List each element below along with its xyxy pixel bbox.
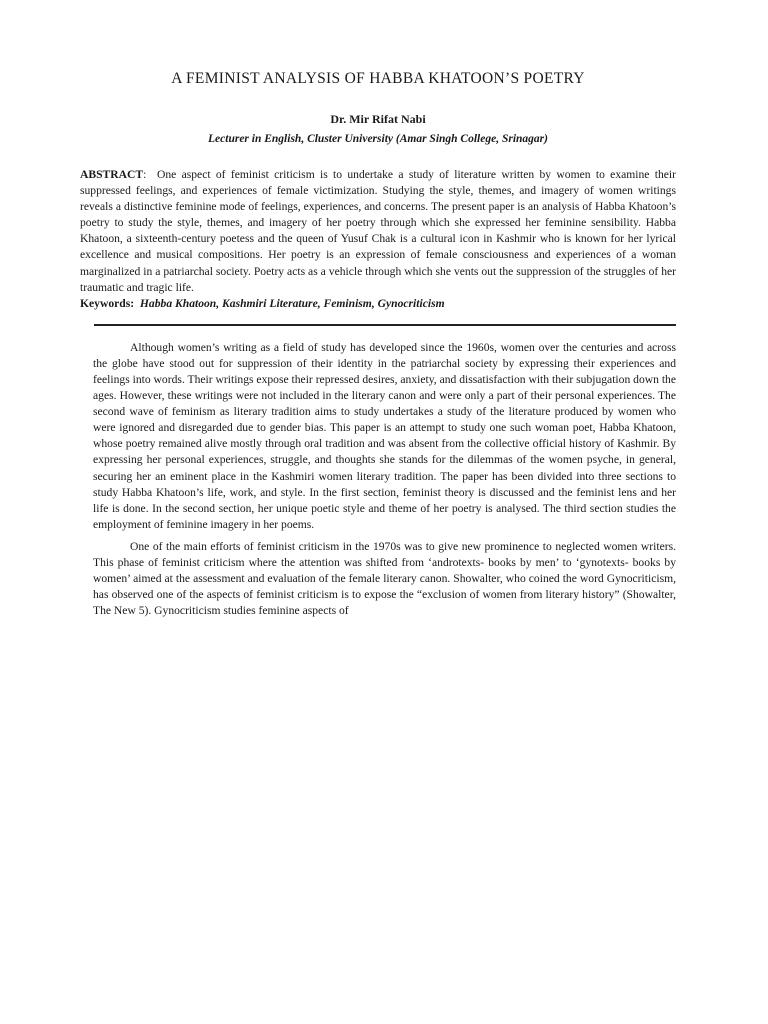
author-name: Dr. Mir Rifat Nabi	[330, 112, 426, 126]
paper-body	[93, 340, 676, 620]
paper-title: A FEMINIST ANALYSIS OF HABBA KHATOON’S POETRY	[171, 70, 585, 87]
abstract: ABSTRACT: One aspect of feminist criticism is to undertake a study of literature written by women to examine their suppressed feelings, and experiences of female victimization. Studying the style, themes, and imagery of women writings reveals a distinctive feminine mode of feelings, experiences, and concerns. The present paper is an analysis of Habba Khatoon’s poetry to study the style, themes, and imagery of her poetry through which she expressed her feminine sensibility. Habba Khatoon, a sixteenth-century poetess and the queen of Yusuf Chak is a cultural icon in Kashmir who is known for her lyrical excellence and musical compositions. Her poetry is an expression of female consciousness and experiences of a woman marginalized in a patriarchal society. Poetry acts as a vehicle through which she vents out the suppression of the struggles of her traumatic and tragic life.	[80, 168, 676, 294]
keywords	[80, 296, 676, 312]
keywords-text: Habba Khatoon, Kashmiri Literature, Feminism, Gynocriticism	[139, 296, 445, 310]
author-affiliation: Lecturer in English, Cluster University (Amar Singh College, Srinagar)	[208, 133, 548, 145]
body-paragraph-2: One of the main efforts of feminist criticism in the 1970s was to give new prominence to neglected women writers. This phase of feminist criticism where the attention was shifted from ‘androtexts- books by men’ to ‘gynotexts- books by women’ aimed at the assessment and evaluation of the female literary canon. Showalter, who coined the word Gynocriticism, has observed one of the aspects of feminist criticism is to expose the “exclusion of women from literary history” (Showalter, The New 5). Gynocriticism studies feminine aspects of	[93, 539, 676, 618]
abstract-text: One aspect of feminist criticism is to undertake a study of literature written by women to examine their suppressed feelings, and experiences of female victimization. Studying the style, themes, and imagery of women writings reveals a distinctive feminine mode of feelings, experiences, and concerns. The present paper is an analysis of Habba Khatoon’s poetry to study the style, themes, and imagery of her poetry through which she expressed her feminine sensibility. Habba Khatoon, a sixteenth-century poetess and the queen of Yusuf Chak is a cultural icon in Kashmir who is known for her lyrical excellence and musical compositions. Her poetry is an expression of female consciousness and experiences of a woman marginalized in a patriarchal society. Poetry acts as a vehicle through which she vents out the suppression of the struggles of her traumatic and tragic life.	[80, 168, 676, 294]
abstract-label: ABSTRACT	[80, 168, 144, 181]
keywords-label: Keywords:	[80, 296, 135, 310]
section-divider	[94, 324, 676, 326]
body-paragraph-1: Although women’s writing as a field of study has developed since the 1960s, women over the centuries and across the globe have stood out for suppression of their identity in the patriarchal society by expressing their experiences and feelings into words. Their writings expose their repressed desires, anxiety, and dissatisfaction with their subjugation down the ages. However, these writings were not included in the literary canon and were only a part of their personal experiences. The second wave of feminism as literary tradition aims to study undertakes a study of the literature produced by women who were ignored and disregarded due to gender bias. This paper is an attempt to study one such woman poet, Habba Khatoon, whose poetry remained alive mostly through oral tradition and was absent from the collective official history of Kashmir. By expressing her personal experiences, struggle, and thoughts she stands for the dilemmas of the women psyche, in general, securing her an eminent place in the Kashmiri women literary tradition. The paper has been divided into three sections to study Habba Khatoon’s life, work, and style. In the first section, feminist theory is discussed and the feminist lens and her life is done. In the second section, her unique poetic style and theme of her poetry is analysed. The third section studies the employment of feminine imagery in her poems.	[93, 340, 676, 531]
paper-page	[80, 70, 676, 625]
